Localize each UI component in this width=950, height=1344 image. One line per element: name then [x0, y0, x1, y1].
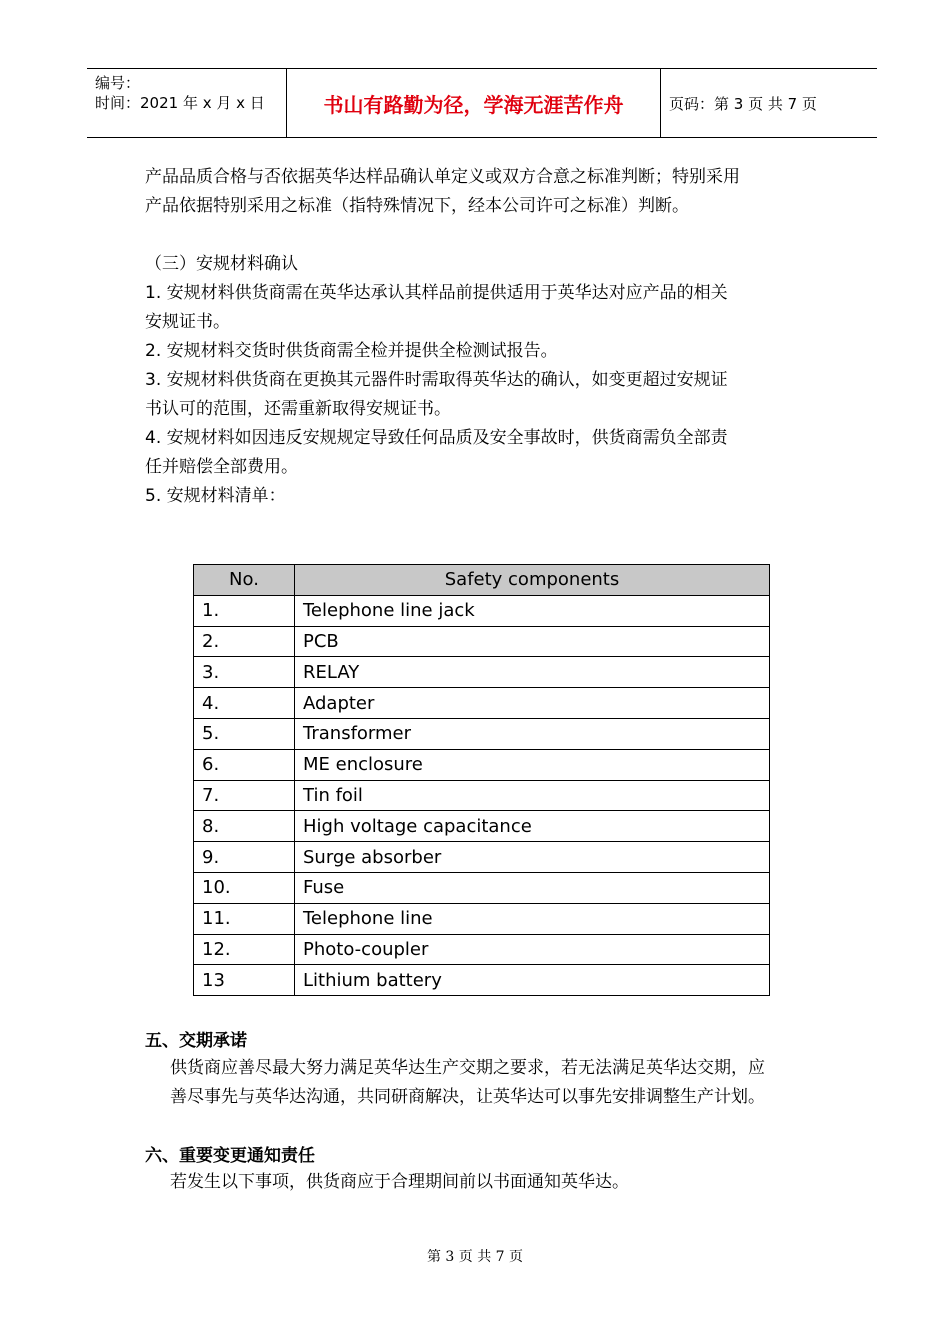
page-footer: 第 3 页 共 7 页	[426, 1249, 524, 1265]
intro-line-2: 产品依据特别采用之标准（指特殊情况下，经本公司许可之标准）判断。	[145, 196, 689, 216]
table-cell-no: 8.	[194, 811, 295, 842]
table-cell-component: RELAY	[295, 657, 770, 688]
table-cell-no: 9.	[194, 842, 295, 873]
header-motto: 书山有路勤为径，学海无涯苦作舟	[287, 69, 661, 137]
section-6-title: 六、重要变更通知责任	[145, 1146, 315, 1166]
section-3-list	[145, 279, 825, 511]
table-cell-component: Tin foil	[295, 780, 770, 811]
table-cell-component: ME enclosure	[295, 749, 770, 780]
list-item-number: 1.	[145, 283, 162, 303]
list-item-text: 安规材料供货商在更换其元器件时需取得英华达的确认，如变更超过安规证	[161, 370, 728, 390]
table-cell-no: 7.	[194, 780, 295, 811]
table-cell-component: Fuse	[295, 872, 770, 903]
table-row	[194, 749, 770, 780]
list-item-text: 安规材料清单：	[161, 486, 286, 506]
list-item-number: 2.	[145, 341, 162, 361]
section-5-title: 五、交期承诺	[145, 1031, 247, 1051]
table-cell-component: Adapter	[295, 688, 770, 719]
table-header-row	[194, 565, 770, 596]
table-cell-component: Telephone line	[295, 903, 770, 934]
document-code-label: 编号：	[95, 74, 141, 92]
list-item-number: 4.	[145, 428, 162, 448]
table-cell-no: 2.	[194, 626, 295, 657]
table-cell-no: 1.	[194, 595, 295, 626]
section-3-item	[145, 366, 825, 395]
table-header-components: Safety components	[295, 565, 770, 596]
table-row	[194, 718, 770, 749]
table-cell-no: 5.	[194, 718, 295, 749]
section-5-line-1: 供货商应善尽最大努力满足英华达生产交期之要求，若无法满足英华达交期，应	[170, 1058, 765, 1078]
table-cell-no: 13	[194, 965, 295, 996]
table-row	[194, 934, 770, 965]
table-cell-no: 4.	[194, 688, 295, 719]
intro-paragraph	[145, 163, 825, 221]
table-cell-component: PCB	[295, 626, 770, 657]
list-item-continuation: 安规证书。	[145, 312, 230, 332]
section-3-title: （三）安规材料确认	[145, 254, 298, 274]
table-cell-no: 11.	[194, 903, 295, 934]
section-5-line-2: 善尽事先与英华达沟通，共同研商解决，让英华达可以事先安排调整生产计划。	[170, 1087, 765, 1107]
table-row	[194, 780, 770, 811]
table-cell-no: 6.	[194, 749, 295, 780]
table-row	[194, 657, 770, 688]
section-3	[145, 250, 825, 511]
safety-components-table	[193, 564, 770, 996]
table-row	[194, 965, 770, 996]
table-cell-no: 12.	[194, 934, 295, 965]
table-row	[194, 872, 770, 903]
section-3-item	[145, 424, 825, 453]
list-item-text: 安规材料供货商需在英华达承认其样品前提供适用于英华达对应产品的相关	[161, 283, 728, 303]
section-6-body	[170, 1168, 830, 1197]
header-page-info: 页码：第 3 页 共 7 页	[669, 94, 817, 113]
document-date: 时间：2021 年 x 月 x 日	[95, 94, 265, 112]
table-cell-component: Telephone line jack	[295, 595, 770, 626]
table-cell-component: Surge absorber	[295, 842, 770, 873]
table-cell-no: 3.	[194, 657, 295, 688]
table-row	[194, 842, 770, 873]
header-left-cell	[87, 69, 287, 137]
page-header	[87, 68, 877, 138]
table-cell-component: Photo-coupler	[295, 934, 770, 965]
list-item-text: 安规材料交货时供货商需全检并提供全检测试报告。	[161, 341, 558, 361]
table-body	[194, 595, 770, 995]
table-row	[194, 811, 770, 842]
table-row	[194, 688, 770, 719]
table-header-no: No.	[194, 565, 295, 596]
table-cell-component: High voltage capacitance	[295, 811, 770, 842]
list-item-number: 5.	[145, 486, 162, 506]
table-cell-no: 10.	[194, 872, 295, 903]
list-item-text: 安规材料如因违反安规规定导致任何品质及安全事故时，供货商需负全部责	[161, 428, 728, 448]
table-row	[194, 626, 770, 657]
table-row	[194, 595, 770, 626]
intro-line-1: 产品品质合格与否依据英华达样品确认单定义或双方合意之标准判断；特别采用	[145, 167, 740, 187]
list-item-number: 3.	[145, 370, 162, 390]
section-6-line-1: 若发生以下事项，供货商应于合理期间前以书面通知英华达。	[170, 1172, 629, 1192]
table-cell-component: Lithium battery	[295, 965, 770, 996]
section-3-item	[145, 279, 825, 308]
list-item-continuation: 书认可的范围，还需重新取得安规证书。	[145, 399, 451, 419]
section-3-item	[145, 337, 825, 366]
table-cell-component: Transformer	[295, 718, 770, 749]
table-row	[194, 903, 770, 934]
list-item-continuation: 任并赔偿全部费用。	[145, 457, 298, 477]
section-3-item	[145, 482, 825, 511]
section-5-body	[170, 1054, 830, 1112]
